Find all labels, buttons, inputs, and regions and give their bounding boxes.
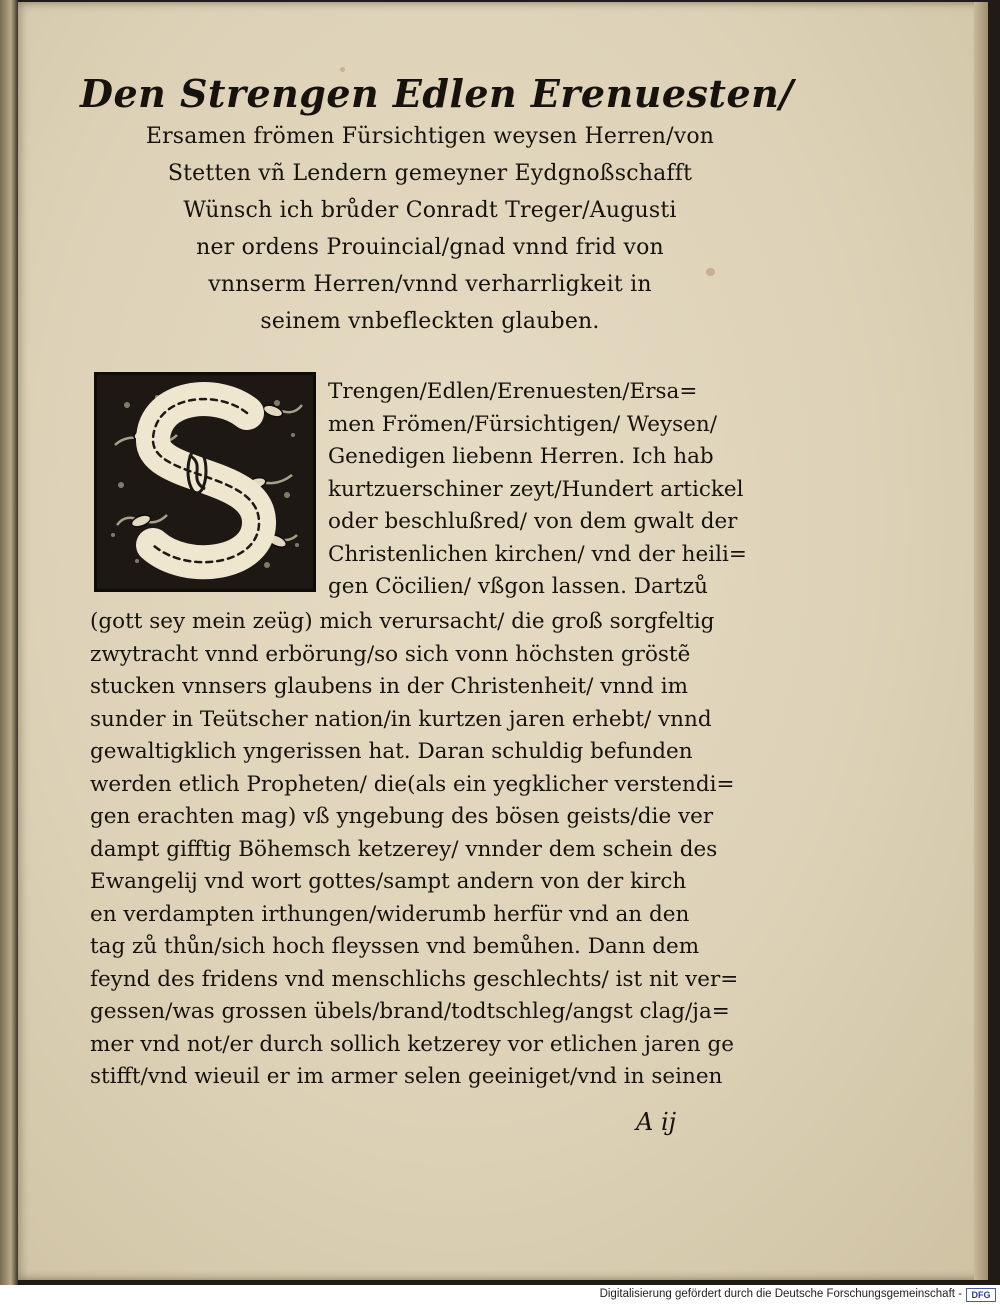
heading-line: vnnserm Herren/vnnd verharrligkeit in [208,272,652,297]
text-line: gen Cöcilien/ vßgon lassen. Dartzů [328,574,708,599]
text-line: gen erachten mag) vß yngebung des bösen geists/die ver [90,804,714,829]
text-line: dampt gifftig Böhemsch ketzerey/ vnnder dem schein des [90,836,718,862]
text-line: Christenlichen kirchen/ vnd der heili= [328,541,747,567]
heading-line: seinem vnbefleckten glauben. [260,309,600,334]
body-text-full-width [90,606,760,1094]
text-line: gessen/was grossen übels/brand/todtschleg/angst clag/ja= [90,999,730,1024]
digitization-footer [0,1285,1000,1305]
text-line: sunder in Teütscher nation/in kurtzen jaren erhebt/ vnnd [90,706,712,732]
signature-mark: A ij [636,1108,677,1136]
heading-line: Ersamen frömen Fürsichtigen weysen Herren/von [145,124,715,149]
dedication-heading [80,70,794,340]
decorated-initial-s-icon [97,375,313,589]
text-line: men Frömen/Fürsichtigen/ Weysen/ [328,411,717,437]
text-line: mer vnd not/er durch sollich ketzerey vor etlichen jaren ge [90,1031,734,1057]
previous-page-edge [0,0,18,1285]
heading-line: Wünsch ich brůder Conradt Treger/Augusti [183,198,677,223]
text-line: Ewangelij vnd wort gottes/sampt andern von der kirch [90,869,687,894]
decorated-initial [94,372,316,592]
heading-line: ner ordens Prouincial/gnad vnnd frid von [196,235,664,260]
text-line: (gott sey mein zeüg) mich verursacht/ die groß sorgfeltig [90,609,715,634]
heading-line: Den Strengen Edlen Erenuesten/ [80,71,794,116]
funding-credit: Digitalisierung gefördert durch die Deutsche Forschungsgemeinschaft - [599,1288,962,1300]
text-line: stucken vnnsers glaubens in der Christenheit/ vnnd im [90,674,688,699]
text-line: werden etlich Propheten/ die(als ein yegklicher verstendi= [90,771,735,797]
text-line: oder beschlußred/ von dem gwalt der [328,509,738,534]
text-line: Genedigen liebenn Herren. Ich hab [328,444,714,469]
heading-line: Stetten vñ Lendern gemeyner Eydgnoßschafft [167,161,693,186]
body-text-right-column [328,376,760,604]
text-line: Trengen/Edlen/Erenuesten/Ersa= [328,379,698,404]
text-line: stifft/vnd wieuil er im armer selen geeiniget/vnd in seinen [90,1064,723,1089]
text-line: gewaltigklich yngerissen hat. Daran schuldig befunden [90,739,693,764]
page-fore-edge [974,2,988,1280]
text-line: en verdampten irthungen/widerumb herfür vnd an den [90,901,690,927]
text-line: zwytracht vnnd erbörung/so sich vonn höchsten gröstẽ [90,641,691,667]
text-line: tag zů thůn/sich hoch fleyssen vnd bemůhen. Dann dem [90,934,700,959]
text-line: feynd des fridens vnd menschlichs geschlechts/ ist nit ver= [90,966,739,992]
text-line: kurtzuerschiner zeyt/Hundert artickel [328,476,744,502]
dfg-logo-icon: DFG [966,1288,996,1302]
